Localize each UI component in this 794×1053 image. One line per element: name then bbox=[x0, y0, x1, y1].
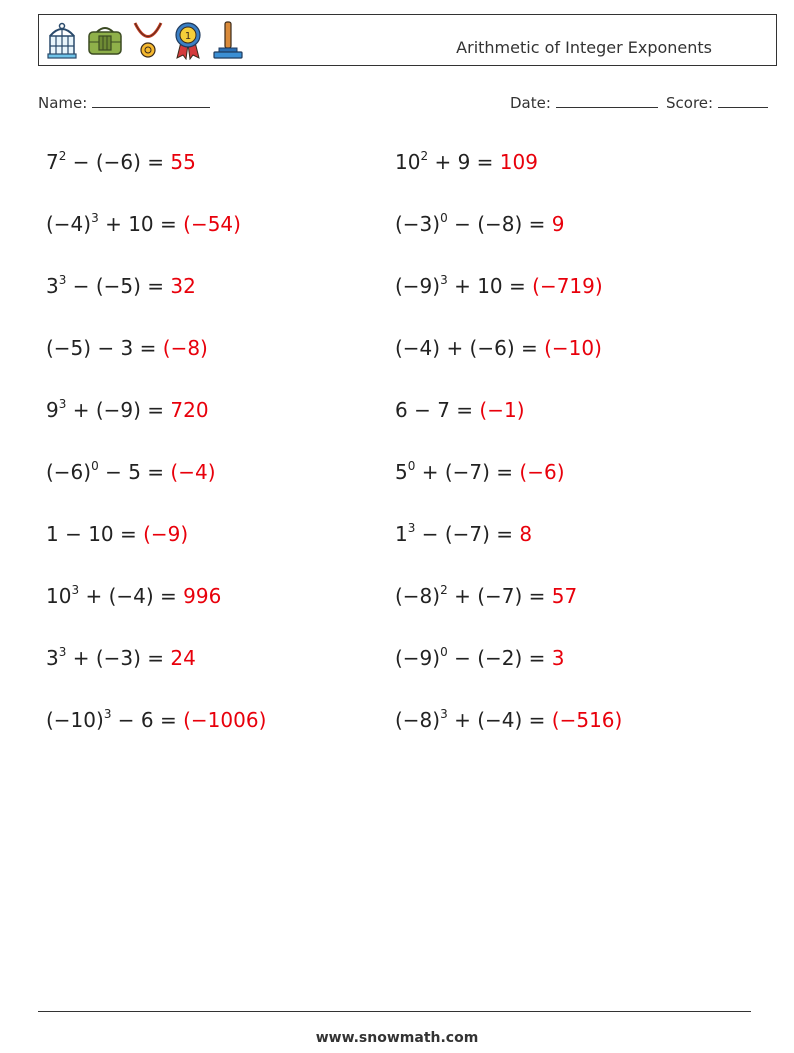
problem-answer: (−1) bbox=[479, 398, 525, 422]
problem-3 bbox=[46, 212, 241, 236]
problem-exponent: 3 bbox=[58, 645, 67, 659]
problem-expression: − (−6) = bbox=[66, 150, 171, 174]
problem-answer: (−54) bbox=[183, 212, 241, 236]
problem-answer: (−719) bbox=[532, 274, 603, 298]
problem-19 bbox=[46, 708, 266, 732]
problem-expression: + 10 = bbox=[98, 212, 184, 236]
problem-answer: (−10) bbox=[544, 336, 602, 360]
problem-base: 10 bbox=[395, 150, 421, 174]
problem-answer: (−8) bbox=[162, 336, 208, 360]
problem-base: 5 bbox=[395, 460, 408, 484]
problem-exponent: 3 bbox=[407, 521, 416, 535]
problem-exponent: 0 bbox=[440, 645, 448, 659]
problem-base: 6 − 7 = bbox=[395, 398, 480, 422]
problem-4 bbox=[395, 212, 565, 236]
score-label: Score: bbox=[666, 94, 714, 112]
problem-16 bbox=[395, 584, 577, 608]
problem-base: (−10) bbox=[46, 708, 104, 732]
problem-exponent: 0 bbox=[440, 211, 448, 225]
problem-exponent: 3 bbox=[440, 707, 448, 721]
problem-exponent: 3 bbox=[440, 273, 448, 287]
problem-answer: (−1006) bbox=[183, 708, 267, 732]
medal-necklace-icon bbox=[131, 20, 165, 60]
problem-expression: − (−2) = bbox=[447, 646, 552, 670]
problem-answer: 109 bbox=[499, 150, 538, 174]
problem-expression: + (−7) = bbox=[415, 460, 520, 484]
problem-answer: 55 bbox=[170, 150, 196, 174]
problem-expression: + (−3) = bbox=[66, 646, 171, 670]
problem-base: (−6) bbox=[46, 460, 92, 484]
problem-base: (−4) bbox=[46, 212, 92, 236]
problem-exponent: 3 bbox=[103, 707, 112, 721]
footer-url: www.snowmath.com bbox=[315, 1030, 479, 1046]
problem-answer: 9 bbox=[551, 212, 565, 236]
problem-answer: 32 bbox=[170, 274, 196, 298]
problem-10 bbox=[395, 398, 525, 422]
footer-divider bbox=[38, 1011, 751, 1012]
date-field bbox=[510, 93, 658, 112]
problem-answer: (−4) bbox=[170, 460, 216, 484]
problem-17 bbox=[46, 646, 196, 670]
problem-expression: + 10 = bbox=[447, 274, 533, 298]
problem-answer: 57 bbox=[551, 584, 578, 608]
problem-14 bbox=[395, 522, 532, 546]
basket-icon bbox=[85, 20, 125, 60]
score-field bbox=[666, 93, 768, 112]
problem-8 bbox=[395, 336, 602, 360]
birdcage-icon bbox=[45, 20, 79, 60]
problem-exponent: 3 bbox=[58, 397, 67, 411]
problem-expression: − (−5) = bbox=[66, 274, 171, 298]
problem-base: (−9) bbox=[395, 274, 441, 298]
problem-expression: + (−4) = bbox=[79, 584, 184, 608]
problem-expression: + (−7) = bbox=[447, 584, 552, 608]
date-blank bbox=[556, 93, 658, 108]
problem-6 bbox=[395, 274, 603, 298]
problem-13 bbox=[46, 522, 188, 546]
stamp-icon bbox=[211, 20, 245, 60]
problem-answer: 24 bbox=[170, 646, 196, 670]
problem-answer: 996 bbox=[183, 584, 222, 608]
problem-base: (−3) bbox=[395, 212, 441, 236]
problem-base: (−8) bbox=[395, 708, 441, 732]
problem-answer: (−6) bbox=[519, 460, 565, 484]
problem-base: 3 bbox=[46, 646, 59, 670]
problem-expression: − (−8) = bbox=[447, 212, 552, 236]
problem-12 bbox=[395, 460, 565, 484]
problem-base: (−9) bbox=[395, 646, 441, 670]
problem-2 bbox=[395, 150, 538, 174]
problem-base: 1 − 10 = bbox=[46, 522, 144, 546]
name-blank bbox=[92, 93, 210, 108]
page-title: Arithmetic of Integer Exponents bbox=[456, 38, 712, 57]
problem-7 bbox=[46, 336, 208, 360]
problem-answer: (−516) bbox=[551, 708, 623, 732]
score-blank bbox=[718, 93, 768, 108]
problem-exponent: 2 bbox=[420, 149, 429, 163]
problem-answer: 720 bbox=[170, 398, 209, 422]
problem-exponent: 2 bbox=[440, 583, 448, 597]
problem-exponent: 0 bbox=[407, 459, 416, 473]
name-field bbox=[38, 93, 210, 112]
problem-answer: 8 bbox=[519, 522, 533, 546]
problem-base: 3 bbox=[46, 274, 59, 298]
problem-answer: (−9) bbox=[143, 522, 189, 546]
name-label: Name: bbox=[38, 94, 88, 112]
problem-expression: + 9 = bbox=[428, 150, 500, 174]
problem-base: (−4) + (−6) = bbox=[395, 336, 545, 360]
problem-exponent: 3 bbox=[58, 273, 67, 287]
problem-expression: − 5 = bbox=[98, 460, 171, 484]
problem-18 bbox=[395, 646, 565, 670]
problem-answer: 3 bbox=[551, 646, 565, 670]
problem-exponent: 2 bbox=[58, 149, 67, 163]
svg-text:1: 1 bbox=[184, 31, 192, 42]
problem-1 bbox=[46, 150, 196, 174]
problem-base: 7 bbox=[46, 150, 59, 174]
problem-expression: − 6 = bbox=[111, 708, 184, 732]
problem-base: 1 bbox=[395, 522, 408, 546]
problem-5 bbox=[46, 274, 196, 298]
problem-exponent: 3 bbox=[91, 211, 99, 225]
problem-base: 10 bbox=[46, 584, 72, 608]
header-box bbox=[38, 14, 777, 66]
problem-base: (−5) − 3 = bbox=[46, 336, 163, 360]
problem-exponent: 3 bbox=[71, 583, 80, 597]
header-icons bbox=[45, 20, 245, 60]
problem-9 bbox=[46, 398, 209, 422]
problem-15 bbox=[46, 584, 221, 608]
problem-11 bbox=[46, 460, 216, 484]
problem-exponent: 0 bbox=[91, 459, 99, 473]
problem-20 bbox=[395, 708, 622, 732]
problem-expression: − (−7) = bbox=[415, 522, 520, 546]
problem-base: (−8) bbox=[395, 584, 441, 608]
problem-expression: + (−4) = bbox=[447, 708, 552, 732]
award-ribbon-icon bbox=[171, 20, 205, 60]
problem-base: 9 bbox=[46, 398, 59, 422]
date-label: Date: bbox=[510, 94, 551, 112]
problem-expression: + (−9) = bbox=[66, 398, 171, 422]
